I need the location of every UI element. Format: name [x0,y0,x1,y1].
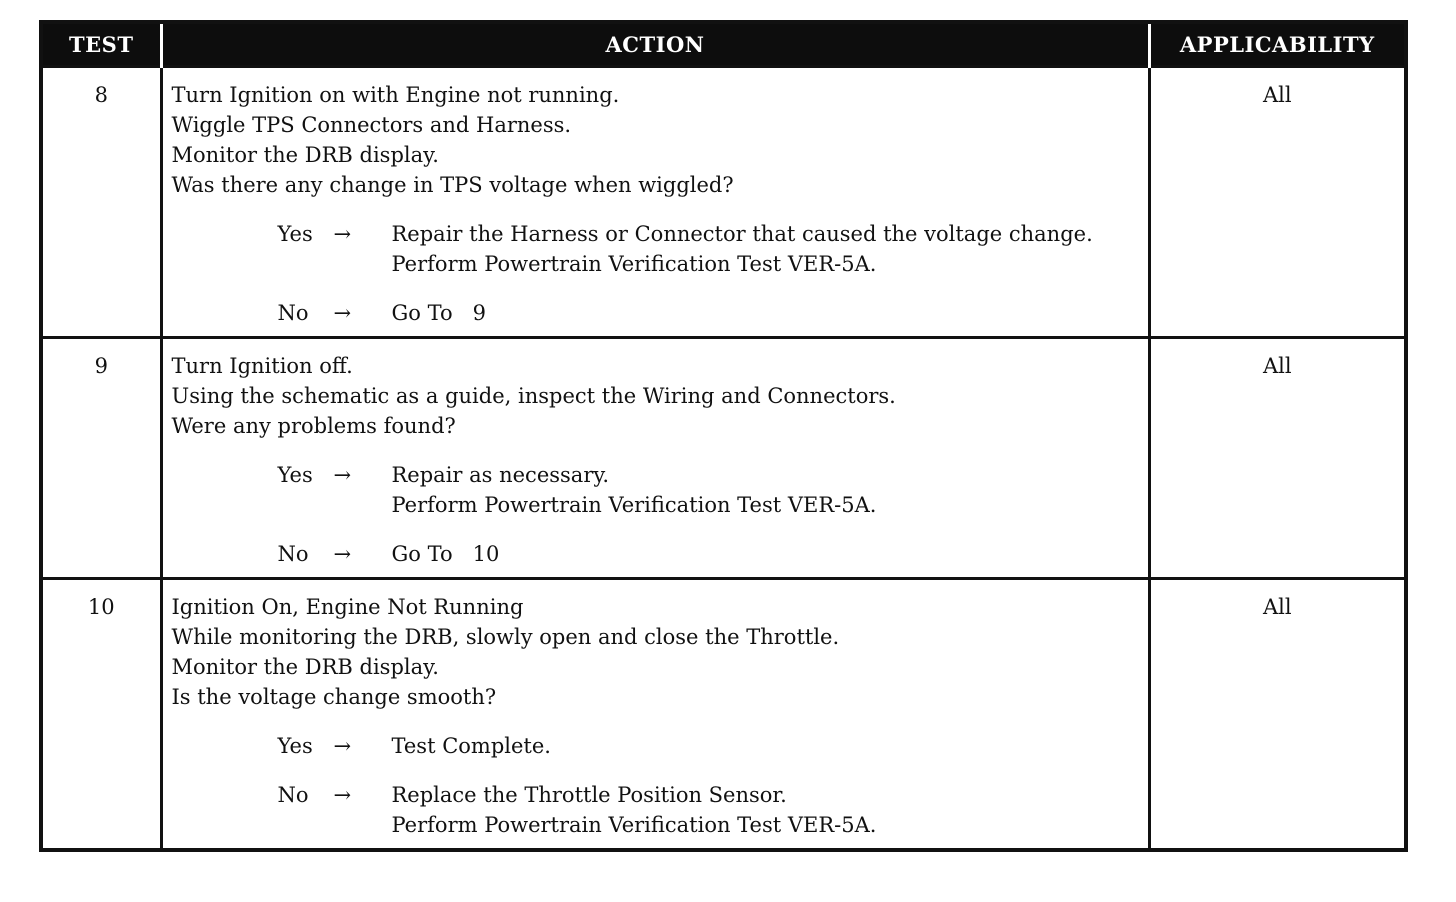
action-step: Turn Ignition on with Engine not running. [171,83,620,107]
diagnostic-test-table [39,20,1408,852]
response-line: Perform Powertrain Verification Test VER-5A. [391,813,877,837]
response-line: Repair as necessary. [391,463,610,487]
response-no [278,298,1140,328]
table-row [41,579,1406,851]
table-body [41,67,1406,851]
response-line: Go To 9 [391,301,486,325]
response-yes [278,460,1140,520]
response-key: No [277,301,309,325]
response-text [392,539,500,569]
table-row [41,67,1406,338]
right-arrow-icon: → [333,463,352,487]
test-number: 8 [41,67,161,338]
action-step: Monitor the DRB display. [171,143,439,167]
response-text [392,298,487,328]
action-step: Was there any change in TPS voltage when wiggled? [171,173,734,197]
response-key: No [277,542,309,566]
action-step: Were any problems found? [171,414,456,438]
action-step: Ignition On, Engine Not Running [171,595,524,619]
right-arrow-icon: → [333,542,352,566]
response-text [392,780,877,840]
action-cell [161,338,1149,579]
response-text [392,460,877,520]
header-test: TEST [41,22,161,67]
response-line: Perform Powertrain Verification Test VER-5A. [391,252,877,276]
applicability-cell: All [1149,579,1406,851]
action-step: Wiggle TPS Connectors and Harness. [171,113,572,137]
header-action: ACTION [161,22,1149,67]
right-arrow-icon: → [333,734,352,758]
response-yes [278,731,1140,761]
response-line: Perform Powertrain Verification Test VER-5A. [391,493,877,517]
action-step: While monitoring the DRB, slowly open and close the Throttle. [171,625,840,649]
test-number: 10 [41,579,161,851]
response-text [392,731,551,761]
applicability-cell: All [1149,67,1406,338]
right-arrow-icon: → [333,783,352,807]
table-row [41,338,1406,579]
header-applicability: APPLICABILITY [1149,22,1406,67]
test-number: 9 [41,338,161,579]
response-key: Yes [277,222,313,246]
response-yes [278,219,1140,279]
response-key: Yes [277,463,313,487]
response-no [278,539,1140,569]
response-line: Test Complete. [391,734,551,758]
table-header-row [41,22,1406,67]
response-no [278,780,1140,840]
action-cell [161,579,1149,851]
action-step: Turn Ignition off. [171,354,353,378]
applicability-cell: All [1149,338,1406,579]
response-line: Repair the Harness or Connector that caused the voltage change. [391,222,1093,246]
response-key: No [277,783,309,807]
response-line: Go To 10 [391,542,500,566]
action-step: Is the voltage change smooth? [171,685,497,709]
action-step: Using the schematic as a guide, inspect the Wiring and Connectors. [171,384,896,408]
action-step: Monitor the DRB display. [171,655,439,679]
right-arrow-icon: → [333,222,352,246]
response-text [392,219,1093,279]
right-arrow-icon: → [333,301,352,325]
action-cell [161,67,1149,338]
response-key: Yes [277,734,313,758]
response-line: Replace the Throttle Position Sensor. [391,783,787,807]
